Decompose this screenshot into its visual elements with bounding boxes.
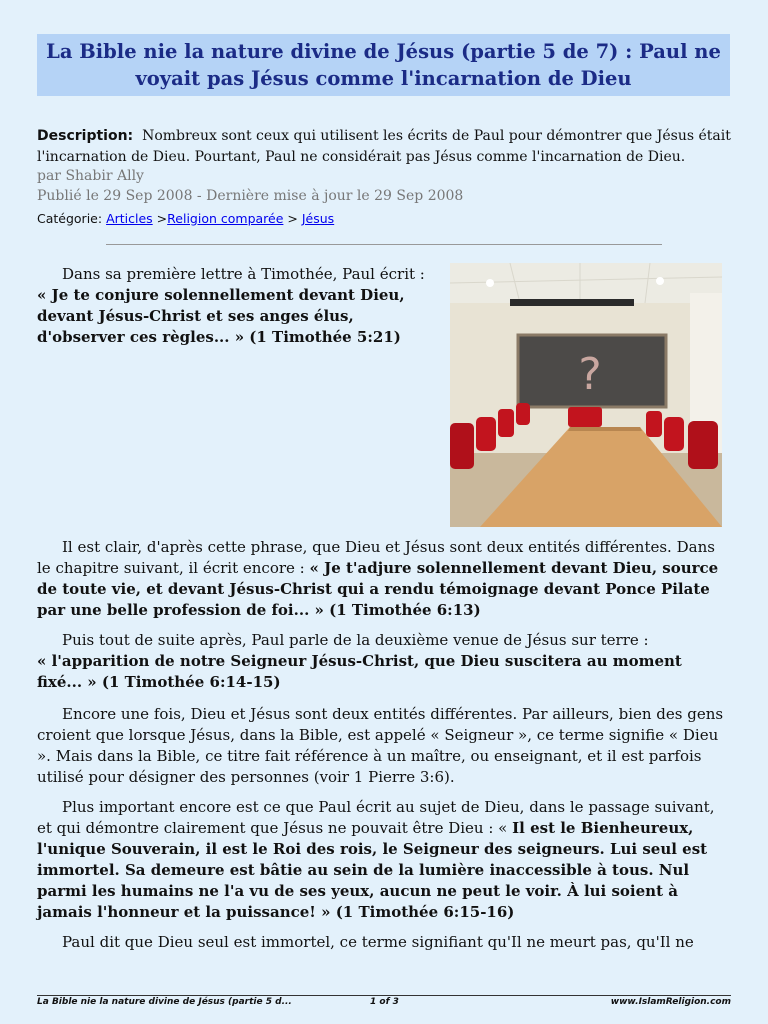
category-link-religion-comparee[interactable]: Religion comparée: [167, 211, 284, 226]
quote-1-timothee-6-14-15: « l'apparition de notre Seigneur Jésus-Christ, que Dieu suscitera au moment fixé... » (1 Timothée 6:14-15): [37, 652, 682, 691]
paragraph-text: Plus important encore est ce que Paul écrit au sujet de Dieu, dans le passage suivant, et qui démontre clairement que Jésus ne pouvait être Dieu : «: [37, 798, 715, 837]
article-meta: [37, 166, 737, 206]
quote-1-timothee-6-15-16: Il est le Bienheureux, l'unique Souverain, il est le Roi des rois, le Seigneur des seigneurs. Lui seul est immortel. Sa demeure est bâtie au sein de la lumière inaccessible à tous. Nul parmi les humains ne l'a vu de ses yeux, aucun ne peut le voir. À lui soient à jamais l'honneur et la puissance! » (1 Timothée 6:15-16): [37, 819, 708, 921]
footer-title: La Bible nie la nature divine de Jésus (partie 5 d...: [37, 997, 292, 1007]
category-breadcrumb: [37, 211, 334, 226]
footer-divider: [37, 995, 731, 996]
category-label: Catégorie:: [37, 211, 103, 226]
footer-site: www.IslamReligion.com: [610, 997, 731, 1007]
description: [37, 126, 737, 168]
paragraph-text: Puis tout de suite après, Paul parle de la deuxième venue de Jésus sur terre :: [62, 631, 649, 649]
page-title: La Bible nie la nature divine de Jésus (partie 5 de 7) : Paul ne voyait pas Jésus comme l'incarnation de Dieu: [46, 40, 721, 90]
quote-1-timothee-5-21: « Je te conjure solennellement devant Dieu, devant Jésus-Christ et ses anges élus, d'observer ces règles... » (1 Timothée 5:21): [37, 286, 405, 346]
divider: [106, 244, 662, 245]
paragraph-6: [37, 932, 727, 953]
paragraph-text: Encore une fois, Dieu et Jésus sont deux entités différentes. Par ailleurs, bien des gens croient que lorsque Jésus, dans la Bible, est appelé « Seigneur », ce terme signifie « Dieu ». Mais dans la Bible, ce titre fait référence à un maître, ou enseignant, et il est parfois utilisé pour désigner des personnes (voir 1 Pierre 3:6).: [37, 705, 724, 786]
category-link-articles[interactable]: Articles: [106, 211, 153, 226]
board-question-mark: ?: [578, 349, 602, 400]
conference-room-image: [450, 263, 722, 527]
paragraph-4: [37, 704, 727, 788]
publish-dates: Publié le 29 Sep 2008 - Dernière mise à jour le 29 Sep 2008: [37, 188, 464, 204]
description-label: Description:: [37, 128, 134, 144]
title-banner: [37, 34, 730, 96]
paragraph-5: [37, 797, 727, 923]
breadcrumb-separator: >: [156, 211, 168, 226]
paragraph-text: Il est clair, d'après cette phrase, que Dieu et Jésus sont deux entités différentes. Dans le chapitre suivant, il écrit encore :: [37, 538, 715, 577]
footer-page-number: 1 of 3: [370, 997, 399, 1007]
breadcrumb-separator: >: [287, 211, 298, 226]
paragraph-3: [37, 630, 727, 693]
quote-1-timothee-6-13: « Je t'adjure solennellement devant Dieu, source de toute vie, et devant Jésus-Christ qui a rendu témoignage devant Ponce Pilate par une belle profession de foi... » (1 Timothée 6:13): [37, 559, 719, 619]
author: par Shabir Ally: [37, 168, 144, 184]
paragraph-1: [37, 264, 437, 348]
paragraph-2: [37, 537, 727, 621]
paragraph-text: Paul dit que Dieu seul est immortel, ce terme signifiant qu'Il ne meurt pas, qu'Il ne: [62, 933, 694, 951]
category-link-jesus[interactable]: Jésus: [301, 211, 335, 226]
paragraph-text: Dans sa première lettre à Timothée, Paul écrit :: [62, 265, 425, 283]
description-text: Nombreux sont ceux qui utilisent les écrits de Paul pour démontrer que Jésus était l'incarnation de Dieu. Pourtant, Paul ne considérait pas Jésus comme l'incarnation de Dieu.: [37, 128, 731, 165]
